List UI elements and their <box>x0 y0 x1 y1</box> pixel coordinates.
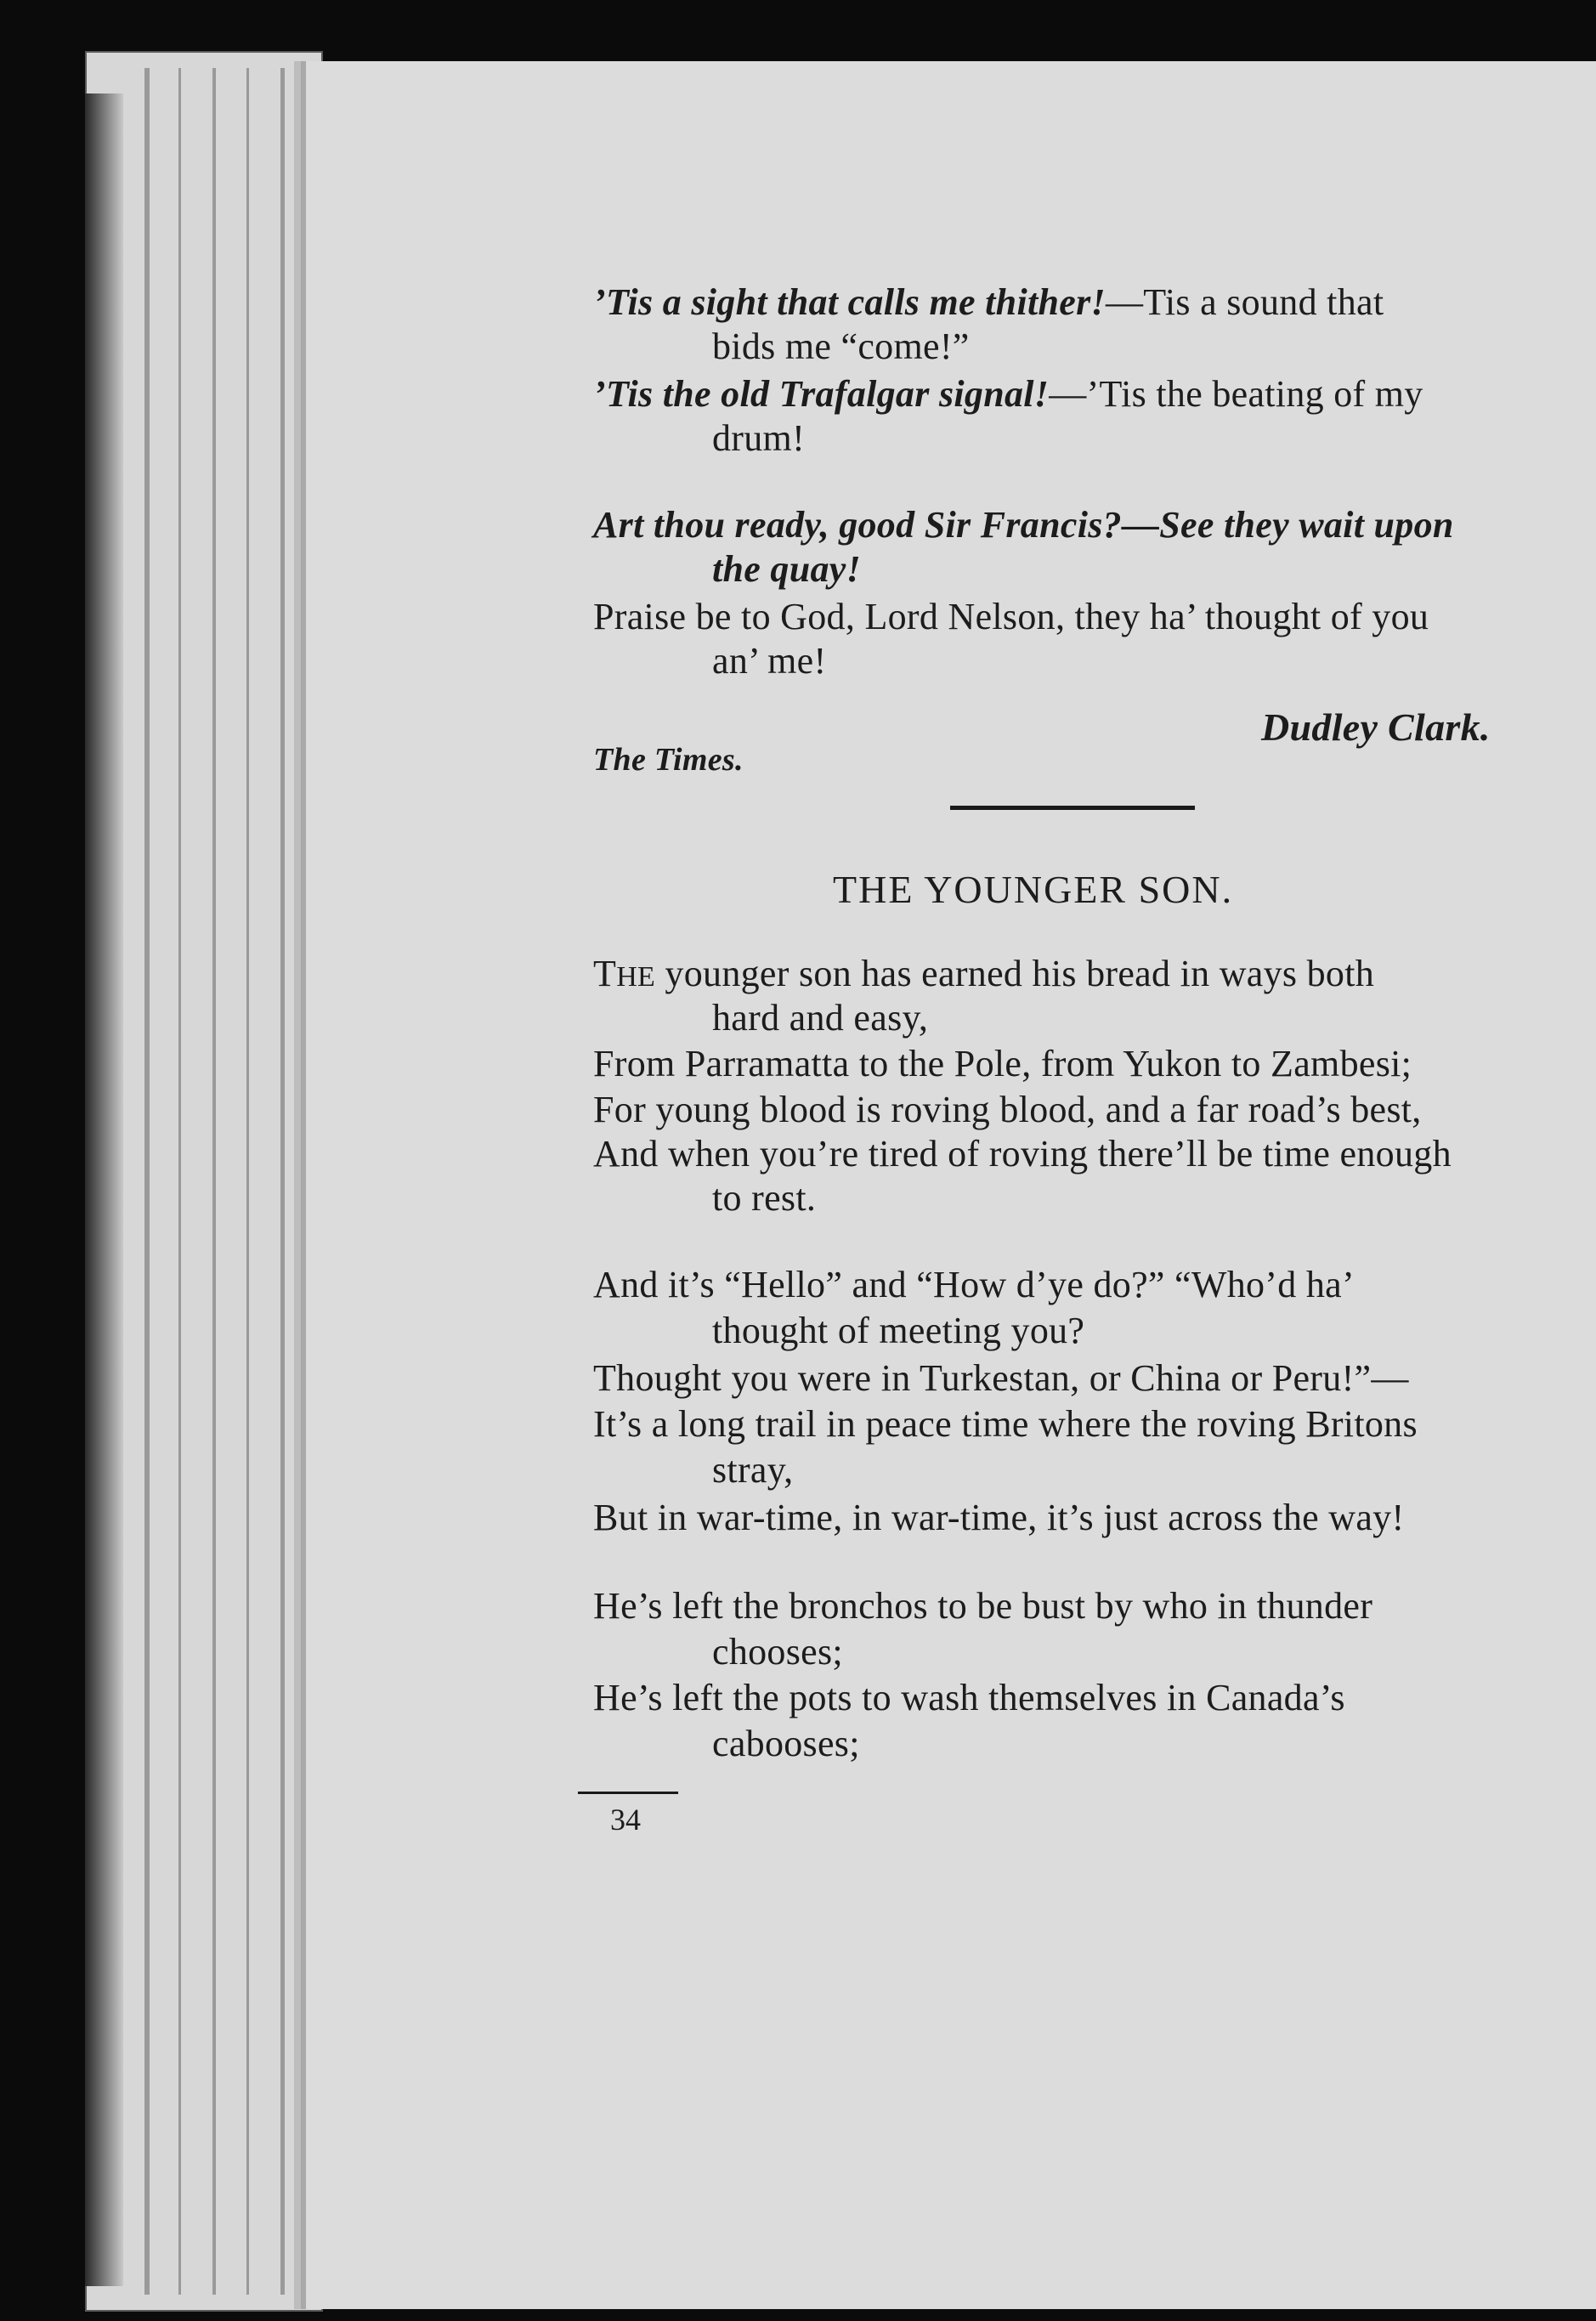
page-number: 34 <box>610 1803 641 1837</box>
verse-line: the quay! <box>712 548 862 590</box>
verse-line: And when you’re tired of roving there’ll be time enough <box>593 1133 1452 1175</box>
roman-text: younger son has earned his bread in ways both <box>655 953 1375 994</box>
verse-line: to rest. <box>712 1177 817 1219</box>
verse-line <box>593 952 1374 999</box>
page-edge-line <box>212 68 216 2295</box>
page-edge-line <box>144 68 150 2295</box>
verse-line: chooses; <box>712 1631 843 1673</box>
page-edge-line <box>178 68 181 2295</box>
verse-line: But in war-time, in war-time, it’s just across the way! <box>593 1497 1405 1538</box>
poem-author: Dudley Clark. <box>1261 705 1491 749</box>
verse-line: It’s a long trail in peace time where the roving Britons <box>593 1403 1418 1445</box>
verse-line: cabooses; <box>712 1723 860 1764</box>
verse-line: hard and easy, <box>712 997 929 1039</box>
verse-line <box>593 372 1423 416</box>
book-page-edges <box>85 51 323 2312</box>
footnote-rule <box>578 1792 678 1794</box>
poem-source: The Times. <box>593 742 744 778</box>
verse-line: stray, <box>712 1449 794 1491</box>
verse-line: He’s left the pots to wash themselves in Canada’s <box>593 1677 1345 1718</box>
roman-text: —’Tis the beating of my <box>1049 373 1423 415</box>
verse-line: thought of meeting you? <box>712 1310 1085 1351</box>
verse-line: drum! <box>712 417 806 459</box>
drop-cap: T <box>593 953 617 994</box>
page-edge-line <box>280 68 285 2295</box>
book-spine-shadow <box>85 93 123 2286</box>
small-caps: HE <box>616 961 656 993</box>
verse-line: For young blood is roving blood, and a far road’s best, <box>593 1089 1422 1130</box>
verse-line: Art thou ready, good Sir Francis?—See they wait upon <box>593 504 1454 546</box>
verse-line: Praise be to God, Lord Nelson, they ha’ thought of you <box>593 596 1429 637</box>
page-edge-line <box>246 68 249 2295</box>
verse-line: bids me “come!” <box>712 326 970 367</box>
poem-title: THE YOUNGER SON. <box>833 868 1234 911</box>
roman-text: —Tis a sound that <box>1105 281 1384 323</box>
verse-line: And it’s “Hello” and “How d’ye do?” “Who’d ha’ <box>593 1264 1355 1305</box>
italic-text: ’Tis a sight that calls me thither! <box>593 281 1106 323</box>
verse-line: He’s left the bronchos to be bust by who in thunder <box>593 1585 1373 1627</box>
section-divider <box>950 806 1195 810</box>
verse-line: an’ me! <box>712 640 827 682</box>
italic-text: ’Tis the old Trafalgar signal! <box>593 373 1050 415</box>
verse-line: Thought you were in Turkestan, or China or Peru!”— <box>593 1357 1409 1399</box>
verse-line: From Parramatta to the Pole, from Yukon to Zambesi; <box>593 1043 1412 1084</box>
verse-line <box>593 280 1384 325</box>
